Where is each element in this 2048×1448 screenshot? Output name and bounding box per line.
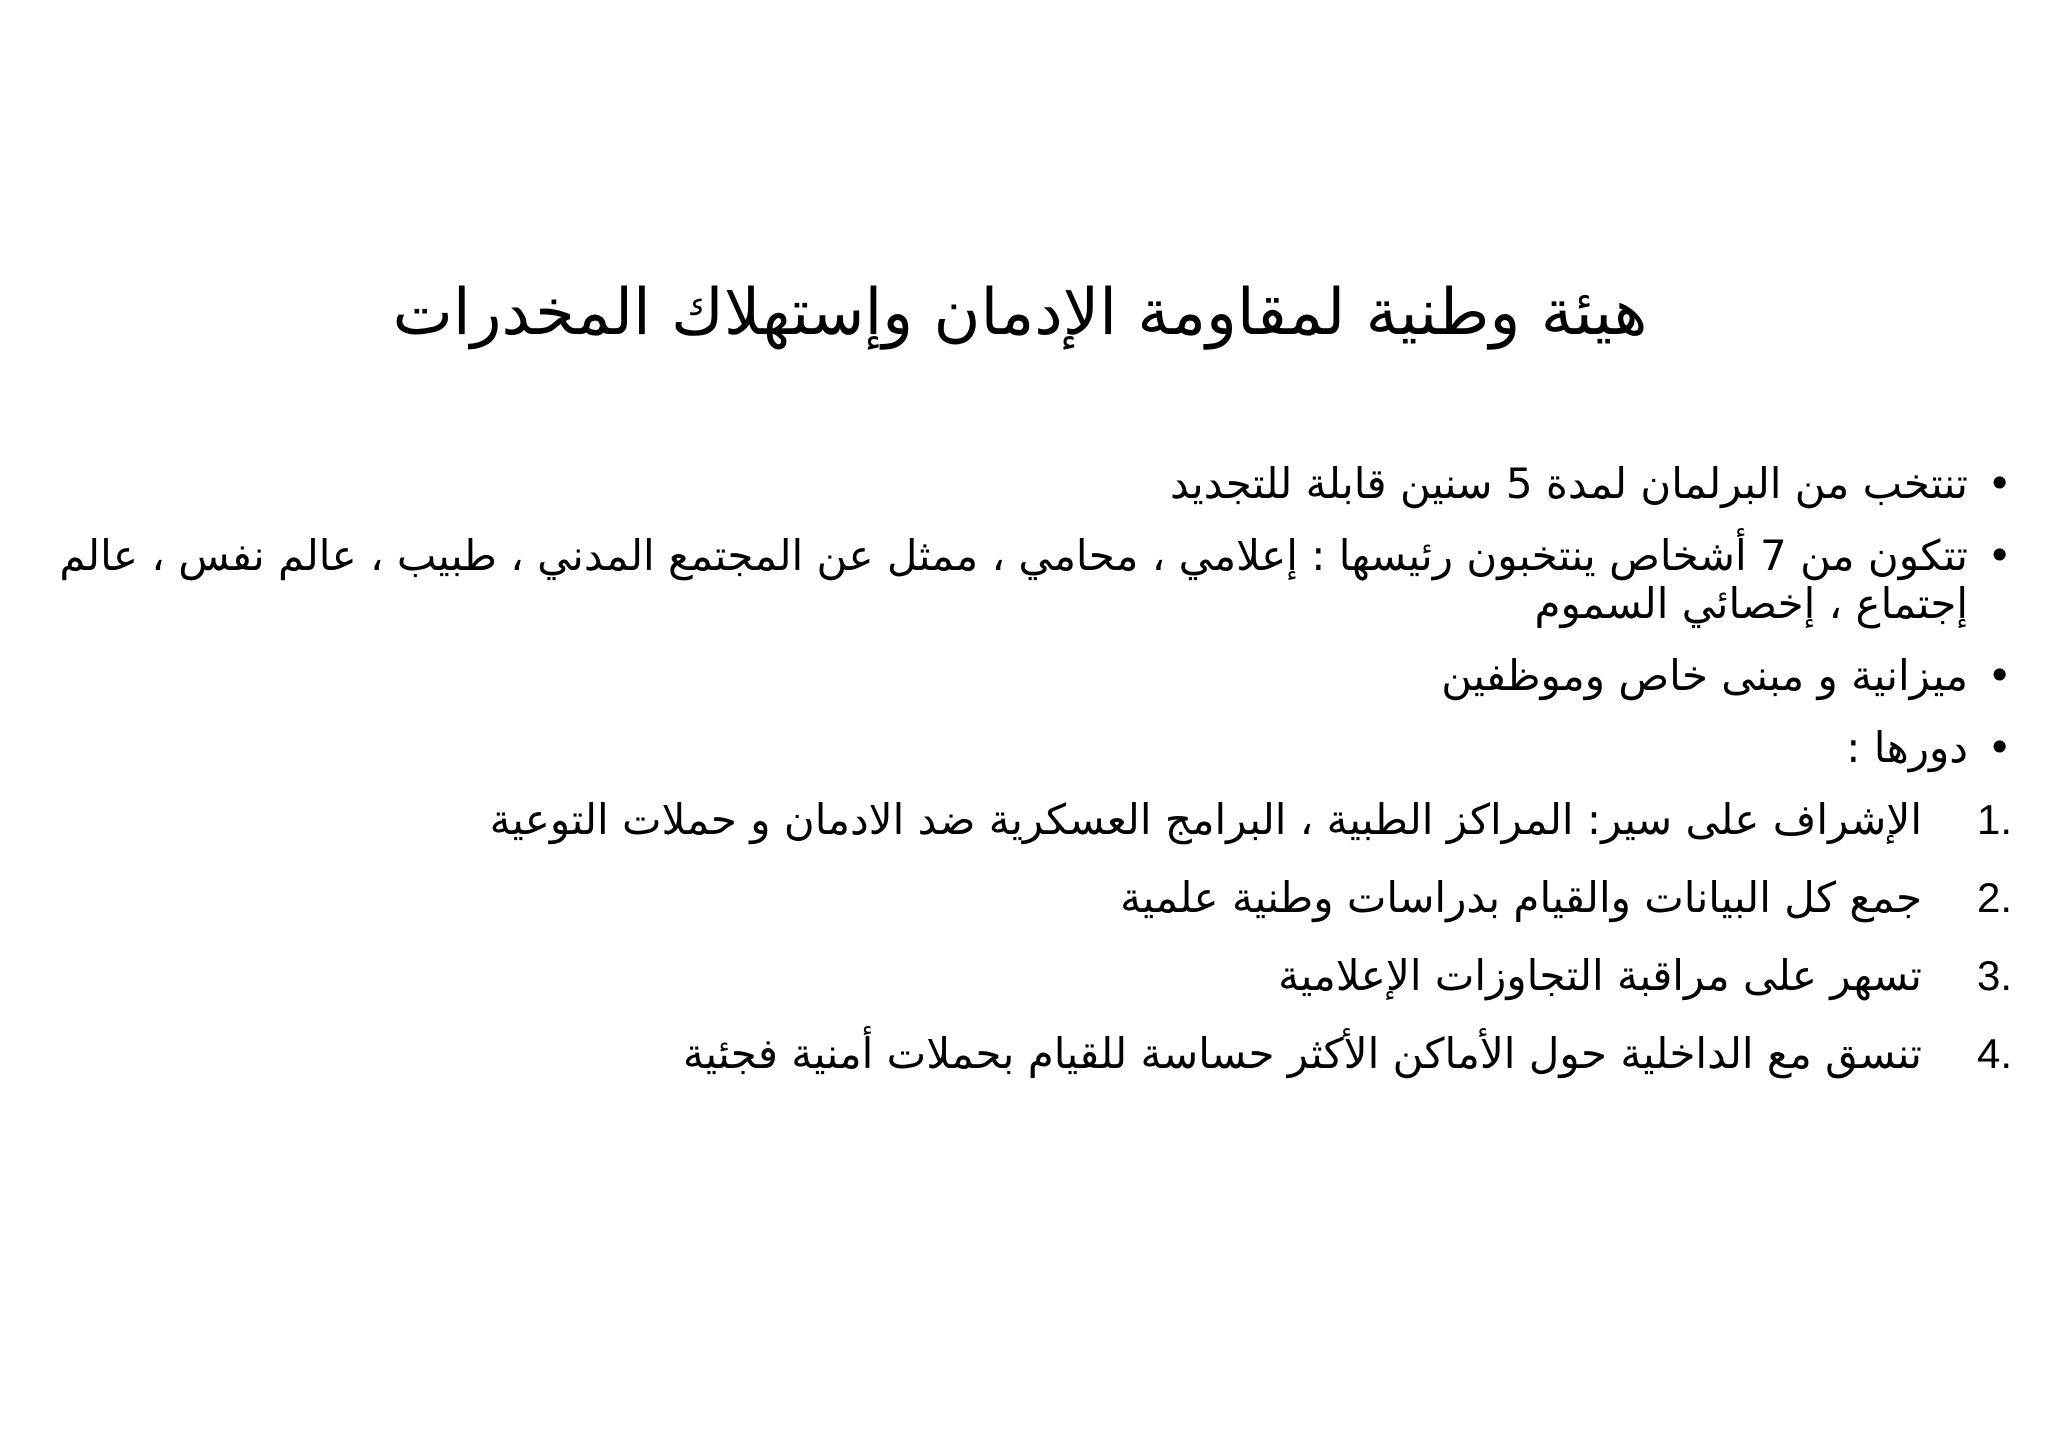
numbered-item — [52, 952, 2012, 1000]
bullet-item — [52, 652, 2012, 700]
bullet-item — [52, 532, 2012, 628]
bullet-item — [52, 724, 2012, 772]
numbered-item — [52, 1030, 2012, 1078]
slide-content — [52, 460, 2012, 1108]
bullet-item — [52, 460, 2012, 508]
bullet-list — [52, 460, 2012, 772]
bullet-text: ميزانية و مبنى خاص وموظفين — [1441, 651, 1968, 700]
item-text: الإشراف على سير: المراكز الطبية ، البرامج العسكرية ضد الادمان و حملات التوعية — [489, 795, 1922, 844]
bullet-text: تنتخب من البرلمان لمدة 5 سنين قابلة للتجديد — [1170, 459, 1968, 508]
slide-title: هيئة وطنية لمقاومة الإدمان وإستهلاك المخدرات — [392, 276, 1648, 350]
bullet-dot-icon: • — [1987, 531, 2012, 580]
bullet-dot-icon: • — [1987, 723, 2012, 772]
numbered-list — [52, 796, 2012, 1078]
numbered-item — [52, 796, 2012, 844]
bullet-dot-icon: • — [1987, 651, 2012, 700]
item-number: 1. — [1976, 796, 2012, 843]
bullet-dot-icon: • — [1987, 459, 2012, 508]
item-number: 4. — [1976, 1030, 2012, 1077]
numbered-item — [52, 874, 2012, 922]
item-text: تسهر على مراقبة التجاوزات الإعلامية — [1278, 951, 1922, 1000]
item-number: 3. — [1976, 952, 2012, 999]
bullet-text: دورها : — [1846, 723, 1968, 772]
item-text: تنسق مع الداخلية حول الأماكن الأكثر حساسة للقيام بحملات أمنية فجئية — [682, 1029, 1922, 1078]
item-number: 2. — [1976, 874, 2012, 921]
item-text: جمع كل البيانات والقيام بدراسات وطنية علمية — [1120, 873, 1922, 922]
bullet-text: تتكون من 7 أشخاص ينتخبون رئيسها : إعلامي ، محامي ، ممثل عن المجتمع المدني ، طبيب ، عالم نفس ، عالم إجتماع ، إخصائي السموم — [59, 531, 1968, 628]
